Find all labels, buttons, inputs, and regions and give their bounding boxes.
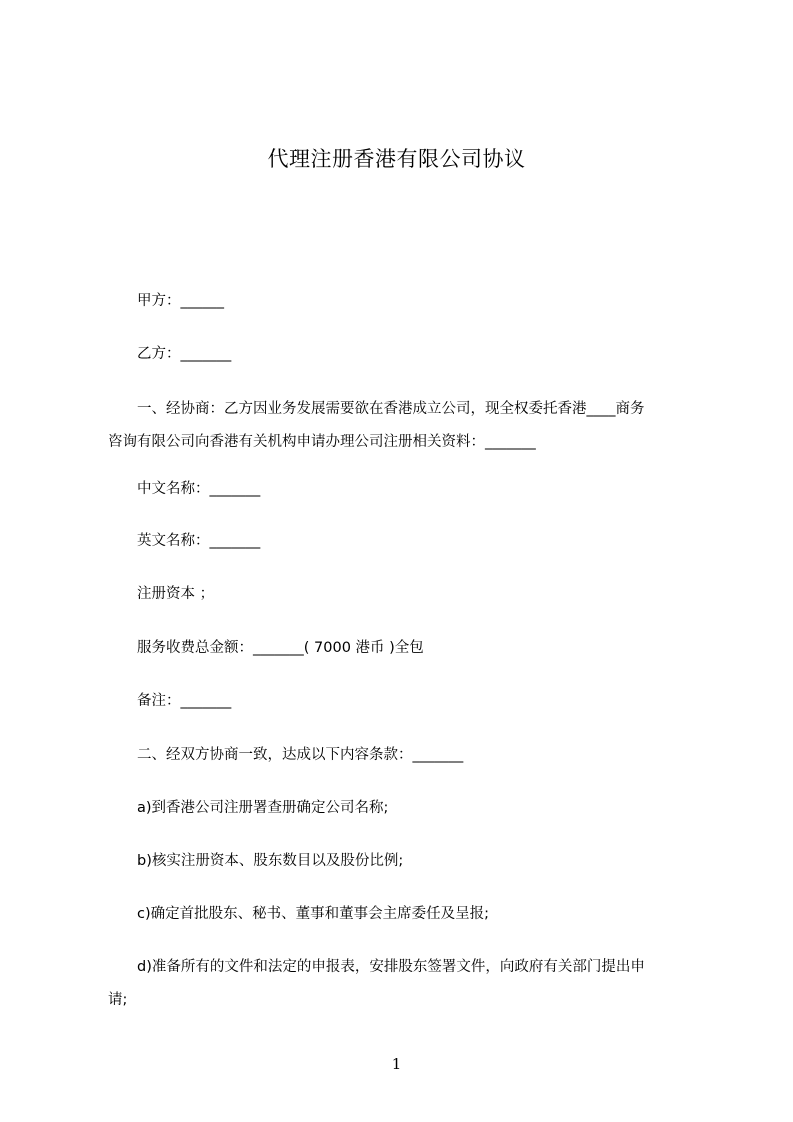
english-name-line: 英文名称：_______ [137,533,261,549]
registered-capital-line: 注册资本 ； [137,586,215,602]
remarks-line: 备注：_______ [137,693,232,709]
clause-1-line-1: 一、经协商：乙方因业务发展需要欲在香港成立公司，现全权委托香港____商务 [137,401,645,417]
chinese-name-line: 中文名称：_______ [137,481,261,497]
item-a-line: a)到香港公司注册署查册确定公司名称; [137,800,389,816]
clause-2-line: 二、经双方协商一致，达成以下内容条款：_______ [137,747,464,763]
document-title: 代理注册香港有限公司协议 [267,147,526,171]
item-b-line: b)核实注册资本、股东数目以及股份比例; [137,853,404,869]
clause-1-paragraph [108,393,708,459]
clause-1-line-2: 咨询有限公司向香港有关机构申请办理公司注册相关资料：_______ [108,434,536,450]
item-d-line-2: 请; [108,992,128,1008]
service-fee-line: 服务收费总金额：_______( 7000 港币 )全包 [137,640,424,656]
item-d-line-1: d)准备所有的文件和法定的申报表，安排股东签署文件，向政府有关部门提出申 [137,959,645,975]
party-b-line: 乙方：_______ [137,346,232,362]
item-c-line: c)确定首批股东、秘书、董事和董事会主席委任及呈报; [137,906,490,922]
party-a-line: 甲方：______ [137,293,224,309]
page-number: 1 [391,1055,402,1073]
item-d-paragraph [108,951,708,1017]
